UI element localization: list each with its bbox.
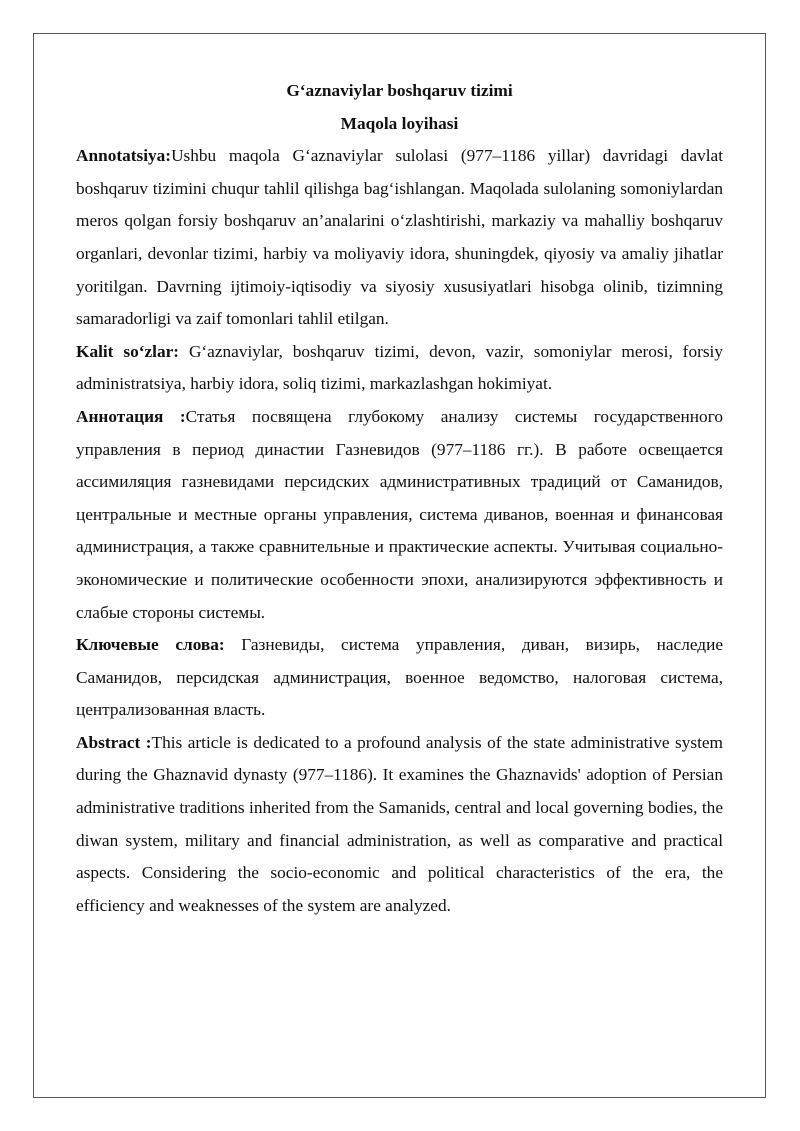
keywords-ru-label: Ключевые слова: <box>76 635 225 655</box>
annotation-uz-text: Ushbu maqola G‘aznaviylar sulolasi (977–1186 yillar) davridagi davlat boshqaruv tizimini chuqur tahlil qilishga bag‘ishlangan. Maqolada sulolaning somoniylardan meros qolgan forsiy boshqaruv an’analarini o‘zlashtirishi, markaziy va mahalliy boshqaruv organlari, devonlar tizimi, harbiy va moliyaviy idora, shuningdek, qiyosiy va amaliy jihatlar yoritilgan. Davrning ijtimoiy-iqtisodiy va siyosiy xususiyatlari hisobga olinib, tizimning samaradorligi va zaif tomonlari tahlil etilgan. <box>76 146 723 329</box>
annotation-ru-label: Аннотация : <box>76 406 186 426</box>
keywords-uz-text: G‘aznaviylar, boshqaruv tizimi, devon, vazir, somoniylar merosi, forsiy administratsiya, harbiy idora, soliq tizimi, markazlashgan hokimiyat. <box>76 341 724 394</box>
document-subtitle: Maqola loyihasi <box>340 113 459 133</box>
document-body <box>76 75 723 922</box>
abstract-en-label: Abstract : <box>76 732 152 752</box>
abstract-en-text: This article is dedicated to a profound analysis of the state administrative system during the Ghaznavid dynasty (977–1186). It examines the Ghaznavids' adoption of Persian administrative traditions inherited from the Samanids, central and local governing bodies, the diwan system, military and financial administration, as well as comparative and practical aspects. Considering the socio-economic and political characteristics of the era, the efficiency and weaknesses of the system are analyzed. <box>76 732 723 915</box>
annotation-ru-text: Статья посвящена глубокому анализу системы государственного управления в период династии Газневидов (977–1186 гг.). В работе освещается ассимиляция газневидами персидских административных традиций от Саманидов, центральные и местные органы управления, система диванов, военная и финансовая администрация, а также сравнительные и практические аспекты. Учитывая социально-экономические и политические особенности эпохи, анализируются эффективность и слабые стороны системы. <box>76 406 723 622</box>
document-title: G‘aznaviylar boshqaruv tizimi <box>286 81 513 100</box>
keywords-uz-label: Kalit so‘zlar: <box>76 341 180 361</box>
keywords-ru-text: Газневиды, система управления, диван, визирь, наследие Саманидов, персидская администрация, военное ведомство, налоговая система, централизованная власть. <box>76 635 724 720</box>
keywords-ru <box>76 629 723 727</box>
abstract-en <box>76 727 723 923</box>
annotation-ru <box>76 401 723 629</box>
annotation-uz-label: Annotatsiya: <box>76 146 172 166</box>
keywords-uz <box>76 336 723 401</box>
annotation-uz <box>76 140 723 336</box>
